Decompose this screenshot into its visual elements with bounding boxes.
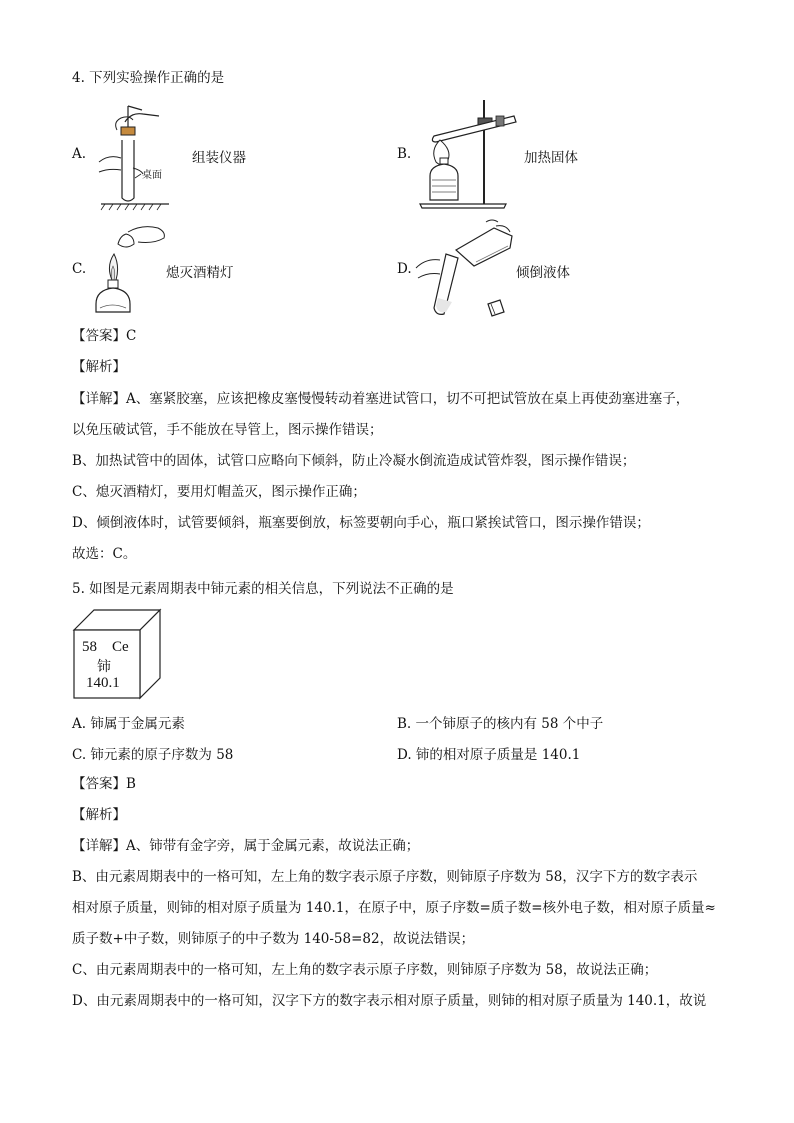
q5-option-b: B. 一个铈原子的核内有 58 个中子 <box>397 716 604 732</box>
q5-detail-line: 【详解】A、铈带有金字旁，属于金属元素，故说法正确； <box>72 838 420 854</box>
q4-detail-line: D、倾倒液体时，试管要倾斜，瓶塞要倒放，标签要朝向手心，瓶口紧挨试管口，图示操作错误； <box>72 515 650 531</box>
figure-pour-liquid <box>412 218 518 322</box>
option-a-letter: A. <box>72 146 87 162</box>
option-c-label: 熄灭酒精灯 <box>166 265 234 281</box>
q4-detail-line: 【详解】A、塞紧胶塞，应该把橡皮塞慢慢转动着塞进试管口，切不可把试管放在桌上再使劲塞进塞子， <box>72 391 690 407</box>
figure-extinguish-lamp <box>88 222 172 316</box>
q5-option-a: A. 铈属于金属元素 <box>72 716 185 732</box>
q5-option-c: C. 铈元素的原子序数为 58 <box>72 747 234 763</box>
q5-detail-line: B、由元素周期表中的一格可知，左上角的数字表示原子序数，则铈原子序数为 58，汉字下方的数字表示 <box>72 869 698 885</box>
option-d-label: 倾倒液体 <box>516 265 570 281</box>
q5-option-d: D. 铈的相对原子质量是 140.1 <box>397 747 581 763</box>
option-d-letter: D. <box>397 261 412 277</box>
q5-detail-line: C、由元素周期表中的一格可知，左上角的数字表示原子序数，则铈原子序数为 58，故说法正确； <box>72 962 658 978</box>
element-name: 铈 <box>97 659 111 675</box>
pour-liquid-drawing <box>412 218 518 322</box>
element-atomic-mass: 140.1 <box>86 675 120 691</box>
q4-answer: 【答案】C <box>72 328 137 344</box>
option-b-label: 加热固体 <box>524 150 578 166</box>
q4-detail-line: 故选：C。 <box>72 546 137 562</box>
q5-answer: 【答案】B <box>72 776 136 792</box>
q4-detail-line: 以免压破试管，手不能放在导管上，图示操作错误； <box>72 422 383 438</box>
option-c-letter: C. <box>72 261 87 277</box>
q5-detail-line: D、由元素周期表中的一格可知，汉字下方的数字表示相对原子质量，则铈的相对原子质量为 140.1，故说 <box>72 993 707 1009</box>
q5-analysis-title: 【解析】 <box>72 807 126 823</box>
extinguish-lamp-drawing <box>88 222 172 316</box>
element-atomic-number: 58 <box>82 639 97 655</box>
q4-detail-line: C、熄灭酒精灯，要用灯帽盖灭，图示操作正确； <box>72 484 366 500</box>
q5-detail-line: 相对原子质量，则铈的相对原子质量为 140.1，在原子中，原子序数=质子数=核外电子数，相对原子质量≈ <box>72 900 716 916</box>
heat-solid-drawing <box>418 96 528 212</box>
figure-heat-solid <box>418 96 528 212</box>
question-4-title: 4. 下列实验操作正确的是 <box>72 70 225 86</box>
q4-analysis-title: 【解析】 <box>72 359 126 375</box>
option-a-label: 组装仪器 <box>192 150 246 166</box>
assemble-apparatus-drawing <box>95 100 175 212</box>
figure-assemble-apparatus <box>95 100 175 212</box>
question-5-title: 5. 如图是元素周期表中铈元素的相关信息，下列说法不正确的是 <box>72 581 454 597</box>
q4-detail-line: B、加热试管中的固体，试管口应略向下倾斜，防止冷凝水倒流造成试管炸裂，图示操作错误； <box>72 453 636 469</box>
table-surface-note: 桌面 <box>142 170 162 181</box>
q5-detail-line: 质子数+中子数，则铈原子的中子数为 140-58=82，故说法错误； <box>72 931 475 947</box>
option-b-letter: B. <box>397 146 412 162</box>
element-cell-cerium <box>72 608 162 704</box>
element-symbol: Ce <box>112 639 129 655</box>
